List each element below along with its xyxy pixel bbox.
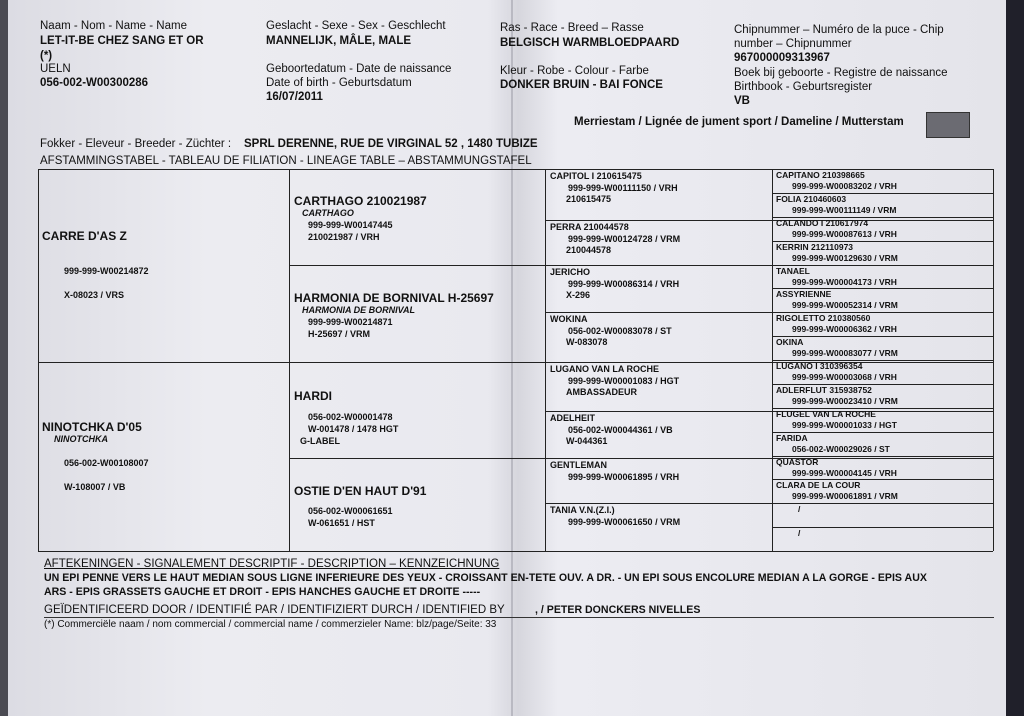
- gen4-ancestor-detail: 999-999-W00111149 / VRM: [792, 205, 897, 215]
- maternal-grandsire-id: 056-002-W00001478: [308, 412, 393, 422]
- gen3-divider: [545, 220, 993, 221]
- ueln-value: 056-002-W00300286: [40, 77, 149, 89]
- page-fold: [511, 0, 513, 716]
- gen3-ancestor-name: WOKINA: [550, 314, 588, 324]
- gen4-ancestor-detail: 056-002-W00029026 / ST: [792, 444, 890, 454]
- gen4-ancestor-detail: 999-999-W00023410 / VRM: [792, 396, 898, 406]
- mare-line-label: Merriestam / Lignée de jument sport / Dameline / Mutterstam: [574, 116, 904, 128]
- gen3-ancestor-name: PERRA 210044578: [550, 222, 629, 232]
- gen4-ancestor-name: RIGOLETTO 210380560: [776, 313, 871, 323]
- gen3-ancestor-name: ADELHEIT: [550, 413, 595, 423]
- gen3-ancestor-detail: W-083078: [566, 337, 608, 347]
- gen3-ancestor-detail: 999-999-W00124728 / VRM: [568, 234, 681, 244]
- description-line-2: ARS - EPIS GRASSETS GAUCHE ET DROIT - EPIS HANCHES GAUCHE ET DROITE -----: [44, 586, 481, 598]
- maternal-granddam-name: OSTIE D'EN HAUT D'91: [294, 484, 427, 498]
- sex-value: MANNELIJK, MÂLE, MALE: [266, 35, 412, 47]
- gen3-ancestor-detail: W-044361: [566, 436, 608, 446]
- gen3-ancestor-detail: AMBASSADEUR: [566, 387, 638, 397]
- birthbook-value: VB: [734, 95, 750, 107]
- gen4-ancestor-detail: 999-999-W00083202 / VRH: [792, 181, 897, 191]
- gen4-ancestor-detail: 999-999-W00087613 / VRH: [792, 229, 897, 239]
- gen3-ancestor-detail: 056-002-W00083078 / ST: [568, 326, 672, 336]
- gen4-ancestor-detail: 999-999-W00006362 / VRH: [792, 324, 897, 334]
- description-title: AFTEKENINGEN - SIGNALEMENT DESCRIPTIF - DESCRIPTION – KENNZEICHNUNG: [44, 558, 500, 570]
- gen3-ancestor-detail: 210615475: [566, 194, 612, 204]
- dob-value: 16/07/2011: [266, 91, 323, 103]
- chip-label-2: number – Chipnummer: [734, 38, 852, 50]
- gen4-ancestor-detail: 999-999-W00003068 / VRH: [792, 372, 897, 382]
- gen4-ancestor-name: ADLERFLUT 315938752: [776, 385, 872, 395]
- identified-underline: [44, 617, 994, 618]
- gen4-ancestor-detail: 999-999-W00004173 / VRH: [792, 277, 897, 287]
- birthbook-label: Boek bij geboorte - Registre de naissance: [734, 67, 948, 79]
- maternal-grandsire-name: HARDI: [294, 389, 332, 403]
- identified-by-label: GEÏDENTIFICEERD DOOR / IDENTIFIÉ PAR / IDENTIFIZIERT DURCH / IDENTIFIED BY: [44, 604, 505, 616]
- gen3-ancestor-detail: X-296: [566, 290, 591, 300]
- paternal-grandsire-studbook: 210021987 / VRH: [308, 232, 380, 242]
- commercial-name-footnote: (*) Commerciële naam / nom commercial / commercial name / commerzieler Name: blz/page/Seite: 33: [44, 619, 497, 630]
- gen4-ancestor-name: QUASTOR: [776, 457, 819, 467]
- gen3-ancestor-name: GENTLEMAN: [550, 460, 607, 470]
- paternal-granddam-studbook: H-25697 / VRM: [308, 329, 371, 339]
- table-col-3-border: [545, 169, 546, 551]
- gen4-ancestor-name: KERRIN 212110973: [776, 242, 854, 252]
- gen3-divider: [545, 411, 993, 412]
- gen3-ancestor-detail: 999-999-W00111150 / VRH: [568, 183, 678, 193]
- table-right-border: [993, 169, 994, 551]
- gen3-ancestor-detail: 999-999-W00086314 / VRH: [568, 279, 680, 289]
- paternal-grandsire-name: CARTHAGO 210021987: [294, 194, 427, 208]
- gen4-ancestor-name: CAPITANO 210398665: [776, 170, 865, 180]
- passport-page: [8, 0, 1008, 716]
- dam-studbook: W-108007 / VB: [64, 482, 126, 492]
- gen3-ancestor-name: TANIA V.N.(Z.I.): [550, 505, 615, 515]
- dob-label: Geboortedatum - Date de naissance: [266, 63, 452, 75]
- gen4-ancestor-name: /: [798, 528, 801, 538]
- name-footnote-mark: (*): [40, 50, 53, 62]
- table-bottom-border: [38, 551, 993, 552]
- gen4-ancestor-detail: 999-999-W00052314 / VRM: [792, 300, 898, 310]
- gen4-ancestor-detail: 999-999-W00001033 / HGT: [792, 420, 897, 430]
- sire-id: 999-999-W00214872: [64, 266, 149, 276]
- chip-label: Chipnummer – Numéro de la puce - Chip: [734, 24, 944, 36]
- breeder-value: SPRL DERENNE, RUE DE VIRGINAL 52 , 1480 TUBIZE: [244, 138, 538, 150]
- gen3-ancestor-detail: 210044578: [566, 245, 612, 255]
- dam-id: 056-002-W00108007: [64, 458, 149, 468]
- dam-name: NINOTCHKA D'05: [42, 420, 142, 434]
- paternal-grandsire-id: 999-999-W00147445: [308, 220, 393, 230]
- gen3-ancestor-detail: 999-999-W00001083 / HGT: [568, 376, 680, 386]
- lineage-title: AFSTAMMINGSTABEL - TABLEAU DE FILIATION - LINEAGE TABLE – ABSTAMMUNGSTAFEL: [40, 155, 532, 167]
- maternal-grandsire-label: G-LABEL: [300, 436, 340, 446]
- sire-studbook: X-08023 / VRS: [64, 290, 125, 300]
- gen4-ancestor-detail: 999-999-W00129630 / VRM: [792, 253, 898, 263]
- gen4-ancestor-name: TANAEL: [776, 266, 810, 276]
- dob-label-2: Date of birth - Geburtsdatum: [266, 77, 412, 89]
- table-left-border: [38, 169, 39, 551]
- dam-short-name: NINOTCHKA: [54, 434, 108, 444]
- name-label: Naam - Nom - Name - Name: [40, 20, 187, 32]
- background-edge: [1006, 0, 1024, 716]
- paternal-granddam-short: HARMONIA DE BORNIVAL: [302, 305, 415, 315]
- colour-label: Kleur - Robe - Colour - Farbe: [500, 65, 649, 77]
- gen2-divider: [289, 458, 993, 459]
- maternal-grandsire-studbook: W-001478 / 1478 HGT: [308, 424, 399, 434]
- horse-name: LET-IT-BE CHEZ SANG ET OR: [40, 35, 204, 47]
- gen3-ancestor-name: CAPITOL I 210615475: [550, 171, 642, 181]
- gen4-ancestor-name: FLUGEL VAN LA ROCHE: [776, 409, 876, 419]
- gen4-ancestor-name: CALANDO I 210617974: [776, 218, 869, 228]
- gen4-ancestor-name: CLARA DE LA COUR: [776, 480, 861, 490]
- birthbook-label-2: Birthbook - Geburtsregister: [734, 81, 873, 93]
- gen4-ancestor-name: ASSYRIENNE: [776, 289, 832, 299]
- gen4-ancestor-name: LUGANO I 310396354: [776, 361, 863, 371]
- gen4-ancestor-name: FARIDA: [776, 433, 808, 443]
- mare-line-box: [926, 112, 970, 138]
- gen4-divider: [772, 527, 993, 528]
- gen4-divider: [772, 503, 993, 504]
- maternal-granddam-studbook: W-061651 / HST: [308, 518, 375, 528]
- gen4-divider: [772, 336, 993, 337]
- gen3-ancestor-detail: 999-999-W00061650 / VRM: [568, 517, 681, 527]
- gen4-ancestor-name: /: [798, 504, 801, 514]
- table-col-2-border: [289, 169, 290, 551]
- gen3-ancestor-name: JERICHO: [550, 267, 591, 277]
- identified-by-value: , / PETER DONCKERS NIVELLES: [535, 604, 701, 616]
- colour-value: DONKER BRUIN - BAI FONCE: [500, 79, 663, 91]
- breed-value: BELGISCH WARMBLOEDPAARD: [500, 37, 680, 49]
- gen4-ancestor-detail: 999-999-W00061891 / VRM: [792, 491, 898, 501]
- gen4-ancestor-name: OKINA: [776, 337, 804, 347]
- sire-name: CARRE D'AS Z: [42, 229, 127, 243]
- maternal-granddam-id: 056-002-W00061651: [308, 506, 393, 516]
- chip-value: 967000009313967: [734, 52, 830, 64]
- paternal-granddam-name: HARMONIA DE BORNIVAL H-25697: [294, 291, 494, 305]
- gen4-ancestor-detail: 999-999-W00004145 / VRH: [792, 468, 897, 478]
- gen4-ancestor-name: FOLIA 210460603: [776, 194, 847, 204]
- sex-label: Geslacht - Sexe - Sex - Geschlecht: [266, 20, 446, 32]
- ueln-label: UELN: [40, 63, 71, 75]
- gen3-ancestor-name: LUGANO VAN LA ROCHE: [550, 364, 659, 374]
- gen3-ancestor-detail: 999-999-W00061895 / VRH: [568, 472, 680, 482]
- paternal-granddam-id: 999-999-W00214871: [308, 317, 393, 327]
- gen3-ancestor-detail: 056-002-W00044361 / VB: [568, 425, 673, 435]
- description-line-1: UN EPI PENNE VERS LE HAUT MEDIAN SOUS LIGNE INFERIEURE DES YEUX - CROISSANT EN-TETE OUV. A DR. - UN EPI SOUS ENCOLURE MEDIAN A LA GORGE - EPIS AUX: [44, 572, 927, 584]
- breed-label: Ras - Race - Breed – Rasse: [500, 22, 644, 34]
- breeder-label: Fokker - Eleveur - Breeder - Züchter :: [40, 138, 232, 150]
- gen4-ancestor-detail: 999-999-W00083077 / VRM: [792, 348, 898, 358]
- paternal-grandsire-short: CARTHAGO: [302, 208, 354, 218]
